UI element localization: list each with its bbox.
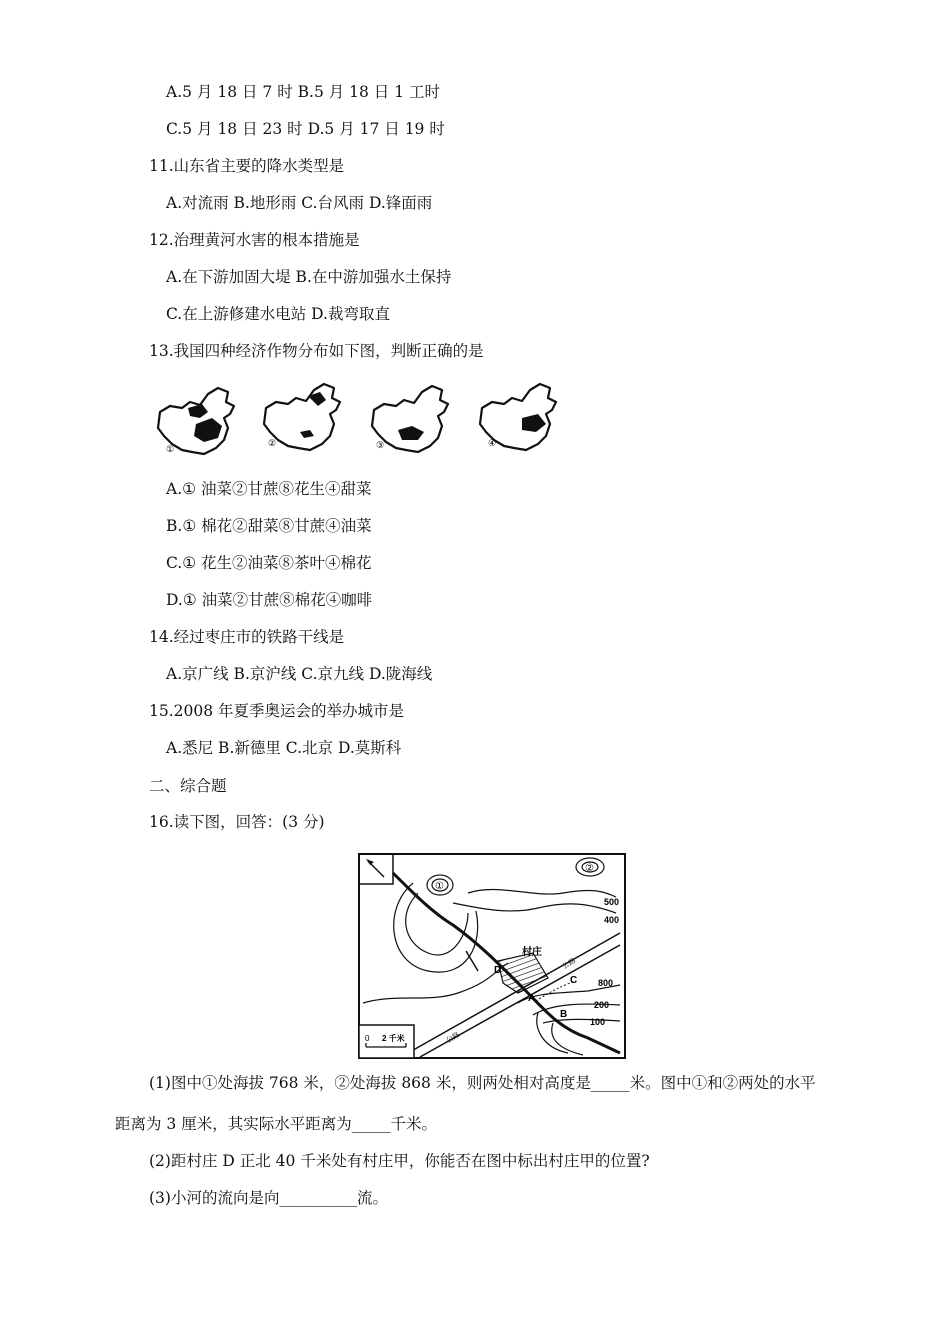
crop-map-3 — [372, 386, 448, 452]
q11-stem: 11.山东省主要的降水类型是 — [149, 157, 345, 175]
q13-option-c: C.① 花生②油菜⑧茶叶④棉花 — [166, 554, 372, 572]
crop-map-2 — [264, 384, 340, 450]
q11-options: A.对流雨 B.地形雨 C.台风雨 D.锋面雨 — [166, 194, 433, 212]
contour-map — [358, 853, 626, 1059]
q10-options-row1: A.5 月 18 日 7 时 B.5 月 18 日 1 工时 — [166, 83, 441, 101]
crop-map-1 — [158, 388, 234, 454]
point-a: A — [528, 993, 536, 1004]
scale-zero: 0 — [365, 1034, 370, 1043]
point-d: D — [494, 965, 502, 976]
q10-options-row2: C.5 月 18 日 23 时 D.5 月 17 日 19 时 — [166, 120, 445, 138]
point-b: B — [560, 1009, 568, 1020]
road-label-upper: 公路 — [561, 957, 578, 971]
crop-map-2-label: ② — [268, 438, 277, 448]
marker-2: ② — [585, 863, 594, 874]
contour-label-800: 800 — [598, 978, 614, 988]
q16-sub2: (2)距村庄 D 正北 40 千米处有村庄甲，你能否在图中标出村庄甲的位置? — [149, 1152, 650, 1170]
village-label: 村庄 — [522, 947, 542, 958]
q16-sub1-line2: 距离为 3 厘米，其实际水平距离为_____千米。 — [115, 1115, 437, 1133]
q13-option-a: A.① 油菜②甘蔗⑧花生④甜菜 — [166, 480, 372, 498]
crop-distribution-maps — [150, 378, 570, 460]
crop-map-3-label: ③ — [376, 440, 385, 450]
crop-map-1-label: ① — [166, 444, 175, 454]
q13-stem: 13.我国四种经济作物分布如下图，判断正确的是 — [149, 342, 484, 360]
q14-stem: 14.经过枣庄市的铁路干线是 — [149, 628, 345, 646]
point-c: C — [570, 975, 578, 986]
scale-label: 2 千米 — [382, 1034, 405, 1043]
q12-stem: 12.治理黄河水害的根本措施是 — [149, 231, 360, 249]
section-2-title: 二、综合题 — [149, 777, 227, 795]
contour-label-200: 200 — [594, 1000, 610, 1010]
scale-bar — [359, 1025, 414, 1058]
q15-stem: 15.2008 年夏季奥运会的举办城市是 — [149, 702, 405, 720]
road-label-lower: 公路 — [445, 1031, 462, 1045]
q16-sub1-line1: (1)图中①处海拔 768 米，②处海拔 868 米，则两处相对高度是_____米。图中①和②两处的水平 — [149, 1074, 816, 1092]
contour-label-500: 500 — [604, 897, 620, 907]
contour-label-400: 400 — [604, 915, 620, 925]
q12-options-row1: A.在下游加固大堤 B.在中游加强水土保持 — [166, 268, 452, 286]
q12-options-row2: C.在上游修建水电站 D.裁弯取直 — [166, 305, 390, 323]
crop-map-4 — [480, 384, 556, 450]
contour-label-100: 100 — [590, 1017, 606, 1027]
q13-option-d: D.① 油菜②甘蔗⑧棉花④咖啡 — [166, 591, 373, 609]
q16-sub3: (3)小河的流向是向__________流。 — [149, 1189, 388, 1207]
q13-option-b: B.① 棉花②甜菜⑧甘蔗④油菜 — [166, 517, 372, 535]
q16-stem: 16.读下图，回答：(3 分) — [149, 813, 325, 831]
crop-map-4-label: ④ — [488, 438, 497, 448]
marker-1: ① — [435, 881, 444, 892]
q14-options: A.京广线 B.京沪线 C.京九线 D.陇海线 — [166, 665, 433, 683]
q15-options: A.悉尼 B.新德里 C.北京 D.莫斯科 — [166, 739, 402, 757]
